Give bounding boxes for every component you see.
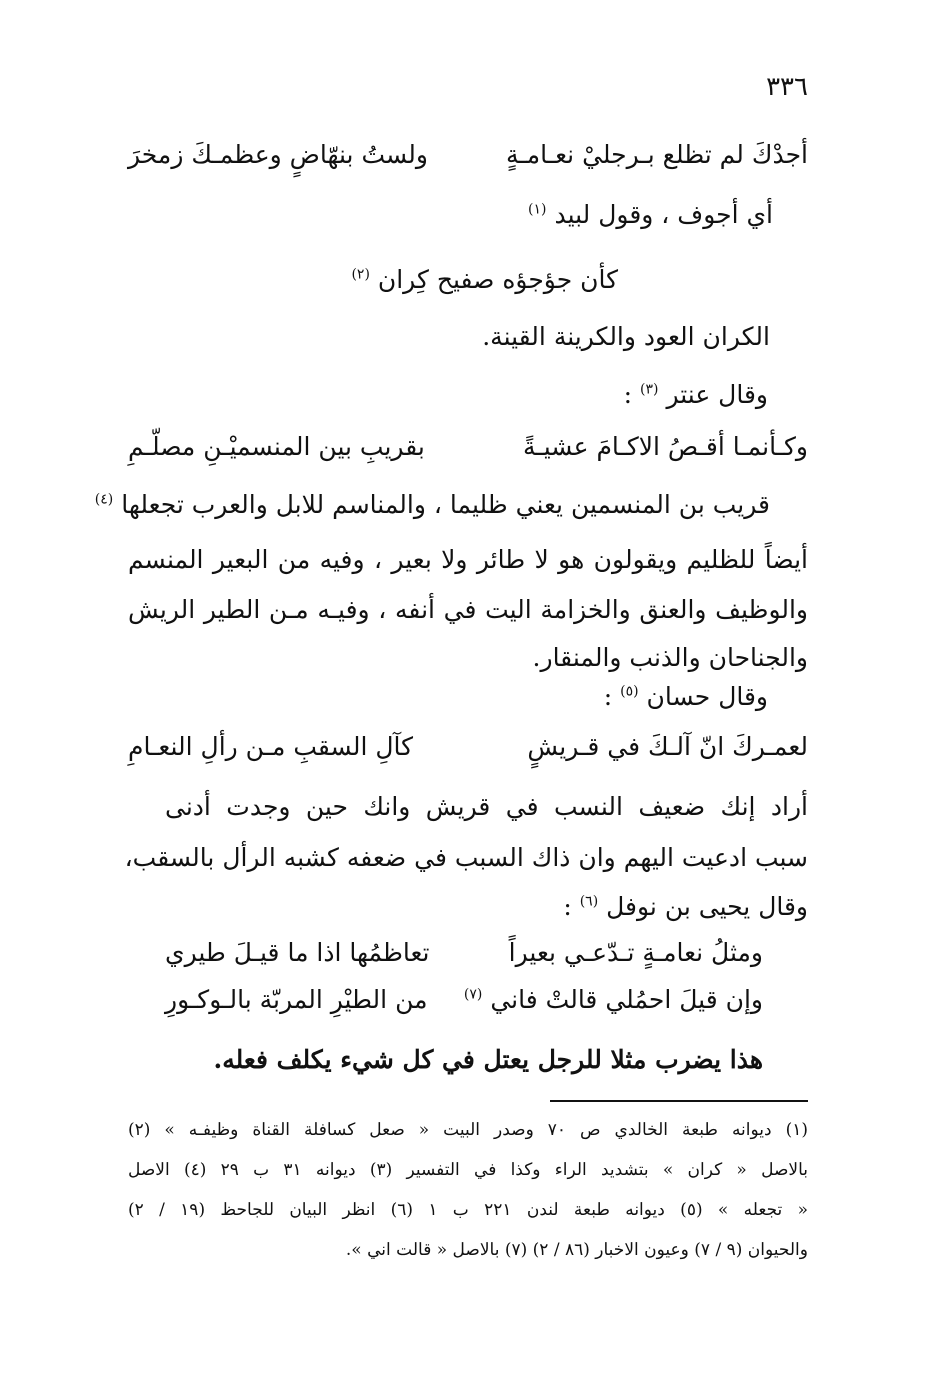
kiran-verse-line: [351, 265, 618, 294]
footnote-line-4: والحيوان (٩ / ٧) وعيون الاخبار (٨٦ / ٢) (٧) بالاصل « قالت اني ».: [345, 1240, 808, 1260]
antar-intro-line: [624, 380, 768, 409]
footnote-ref-2: (٢): [351, 266, 370, 283]
footnote-ref-4: (٤): [94, 491, 114, 508]
kiran-definition: الكران العود والكرينة القينة.: [482, 322, 770, 351]
proverb-line: هذا يضرب مثلا للرجل يعتل في كل شيء يكلف فعله.: [213, 1045, 763, 1074]
ajwaf-line: [528, 200, 773, 229]
paragraph-1-line-1-text: قريب بن المنسمين يعني ظليما ، والمناسم للابل والعرب تجعلها: [121, 490, 770, 519]
footnote-ref-1: (١): [528, 201, 547, 218]
verse-2-right-hemistich: وكـأنمـا أقـصُ الاكـامَ عشيـةً: [523, 432, 808, 461]
hassan-intro: وقال حسان: [646, 682, 768, 711]
verse-4-left-hemistich: تعاظمُها اذا ما قيـلَ طيري: [165, 938, 430, 967]
paragraph-2-line-3: [563, 892, 808, 921]
paragraph-1-line-1: [95, 490, 770, 519]
footnote-divider: [550, 1100, 808, 1102]
verse-5-right-text: وإن قيلَ احمُلي قالتْ فاني: [490, 985, 763, 1014]
antar-intro: وقال عنتر: [666, 380, 768, 409]
paragraph-1-line-3: والوظيف والعنق والخزامة اليت في أنفه ، وفيـه مـن الطير الريش: [128, 595, 808, 624]
verse-3-right-hemistich: لعمـركَ انّ آلـكَ في قـريشٍ: [527, 732, 808, 761]
paragraph-1-line-2: أيضاً للظليم ويقولون هو لا طائر ولا بعير ، وفيه من البعير المنسم: [128, 545, 808, 574]
footnote-ref-5: (٥): [620, 683, 639, 700]
hassan-intro-line: [604, 682, 768, 711]
kiran-verse: كأن جؤجؤه صفيح كِران: [377, 265, 618, 294]
page-number: ٣٣٦: [766, 72, 808, 102]
footnote-ref-7: (٧): [463, 986, 483, 1003]
footnote-line-2: بالاصل « كران » بتشديد الراء وكذا في التفسير (٣) ديوانه ٣١ ب ٢٩ (٤) الاصل: [128, 1160, 809, 1180]
verse-5-left-hemistich: من الطيْرِ المربّة بالـوكـورِ: [165, 985, 428, 1014]
verse-3-left-hemistich: كآلِ السقبِ مـن رألِ النعـامِ: [128, 732, 414, 761]
paragraph-2-line-1: أراد إنك ضعيف النسب في قريش وانك حين وجدت أدنى: [165, 792, 808, 821]
footnote-ref-6: (٦): [579, 893, 599, 910]
antar-colon: :: [623, 380, 633, 409]
ajwaf-text: أي أجوف ، وقول لبيد: [554, 200, 773, 229]
hassan-colon: :: [603, 682, 613, 711]
yahya-colon: :: [563, 892, 572, 921]
verse-4-right-hemistich: ومثلُ نعامـةٍ تـدّعـي بعيراً: [508, 938, 763, 967]
verse-5-right-hemistich: [464, 985, 763, 1014]
verse-1-left-hemistich: ولستُ بنهّاضٍ وعظمـكَ زمخرَ: [128, 140, 428, 169]
paragraph-2-line-2: سبب ادعيت اليهم وان ذاك السبب في ضعفه كشبه الرأل بالسقب،: [124, 843, 808, 872]
paragraph-1-line-4: والجناحان والذنب والمنقار.: [532, 643, 808, 672]
footnote-line-3: « تجعله » (٥) ديوانه طبعة لندن ٢٢١ ب ١ (٦) انظر البيان للجاحظ (١٩ / ٢): [128, 1200, 809, 1220]
footnote-ref-3: (٣): [640, 381, 659, 398]
verse-2-left-hemistich: بقريبِ بين المنسميْـنِ مصلّـمِ: [128, 432, 425, 461]
verse-1-right-hemistich: أجدْكَ لم تظلع بـرجليْ نعـامـةٍ: [506, 140, 808, 169]
footnote-line-1: (١) ديوانه طبعة الخالدي ص ٧٠ وصدر البيت « صعل كسافلة القناة وظيفـه » (٢): [128, 1120, 808, 1140]
paragraph-2-line-3-text: وقال يحيى بن نوفل: [606, 892, 808, 921]
